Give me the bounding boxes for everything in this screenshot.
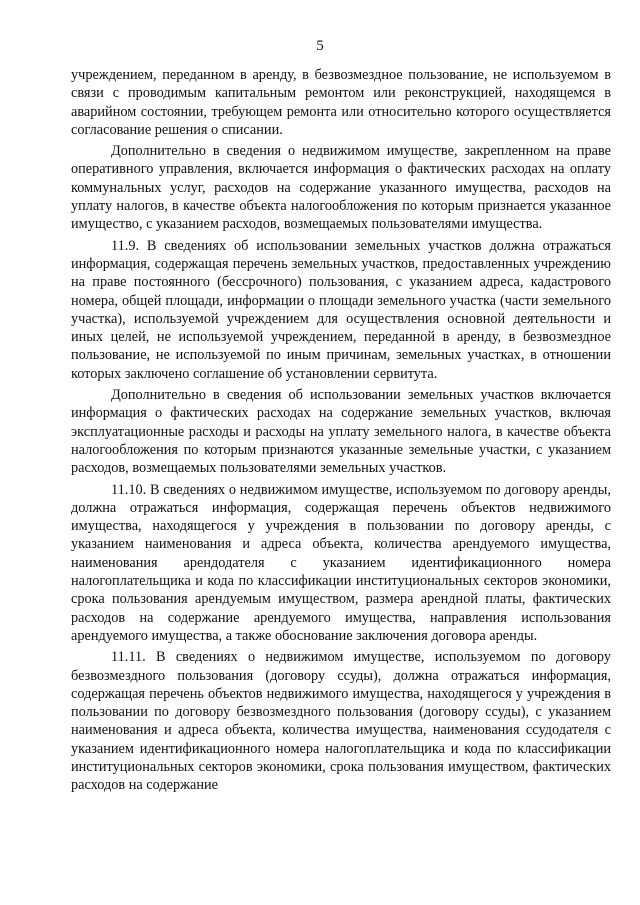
paragraph-11-11-free-use: 11.11. В сведениях о недвижимом имуществе, используемом по договору безвозмездного пользования (договору ссуды), должна отражаться информация, содержащая перечень объектов недвижимого имущества, находящегося у учреждения в пользовании по договору безвозмездного пользования (договору ссуды), с указанием наименования и адреса объекта, количества имущества, наименования ссудодателя с указанием идентификационного номера налогоплательщика и кода по классификации институциональных секторов экономики, срока пользования имуществом, фактических расходов на содержание [71,649,611,794]
paragraph-land-plots-expenses: Дополнительно в сведения об использовании земельных участков включается информация о фактических расходах на содержание земельных участков, включая эксплуатационные расходы и расходы на уплату земельного налога, в качестве объекта налогообложения по которым признаются указанные земельные участки, с указанием расходов, возмещаемых пользователями земельных участков. [71,387,611,477]
paragraph-11-10-lease: 11.10. В сведениях о недвижимом имуществе, используемом по договору аренды, должна отражаться информация, содержащая перечень объектов недвижимого имущества, находящегося у учреждения в пользовании по договору аренды, с указанием наименования и адреса объекта, количества арендуемого имущества, наименования арендодателя с указанием идентификационного номера налогоплательщика и кода по классификации институциональных секторов экономики, срока пользования арендуемым имуществом, размера арендной платы, фактических расходов на содержание арендуемого имущества, направления использования арендуемого имущества, а также обоснование заключения договора аренды. [71,481,611,644]
paragraph-continuation: учреждением, переданном в аренду, в безвозмездное пользование, не используемом в связи с проводимым капитальным ремонтом или реконструкцией, находящемся в аварийном состоянии, требующем ремонта или относительно которого осуществляется согласование решения о списании. [71,67,611,138]
paragraph-operational-management-expenses: Дополнительно в сведения о недвижимом имуществе, закрепленном на праве оперативного управления, включается информация о фактических расходах на оплату коммунальных услуг, расходов на содержание указанного имущества, расходов на уплату налогов, в качестве объекта налогообложения по которым признается указанное имущество, с указанием расходов, возмещаемых пользователями имущества. [71,143,611,233]
document-body [71,66,611,795]
page-number: 5 [316,38,324,54]
paragraph-11-9-land-plots: 11.9. В сведениях об использовании земельных участков должна отражаться информация, содержащая перечень земельных участков, предоставленных учреждению на праве постоянного (бессрочного) пользования, с указанием адреса, кадастрового номера, общей площади, информации о площади земельного участка (части земельного участка), используемой учреждением для осуществления основной деятельности и иных целей, не используемой учреждением, переданной в аренду, в безвозмездное пользование, не используемой по иным причинам, земельных участках, в отношении которых заключено соглашение об установлении сервитута. [71,237,611,382]
